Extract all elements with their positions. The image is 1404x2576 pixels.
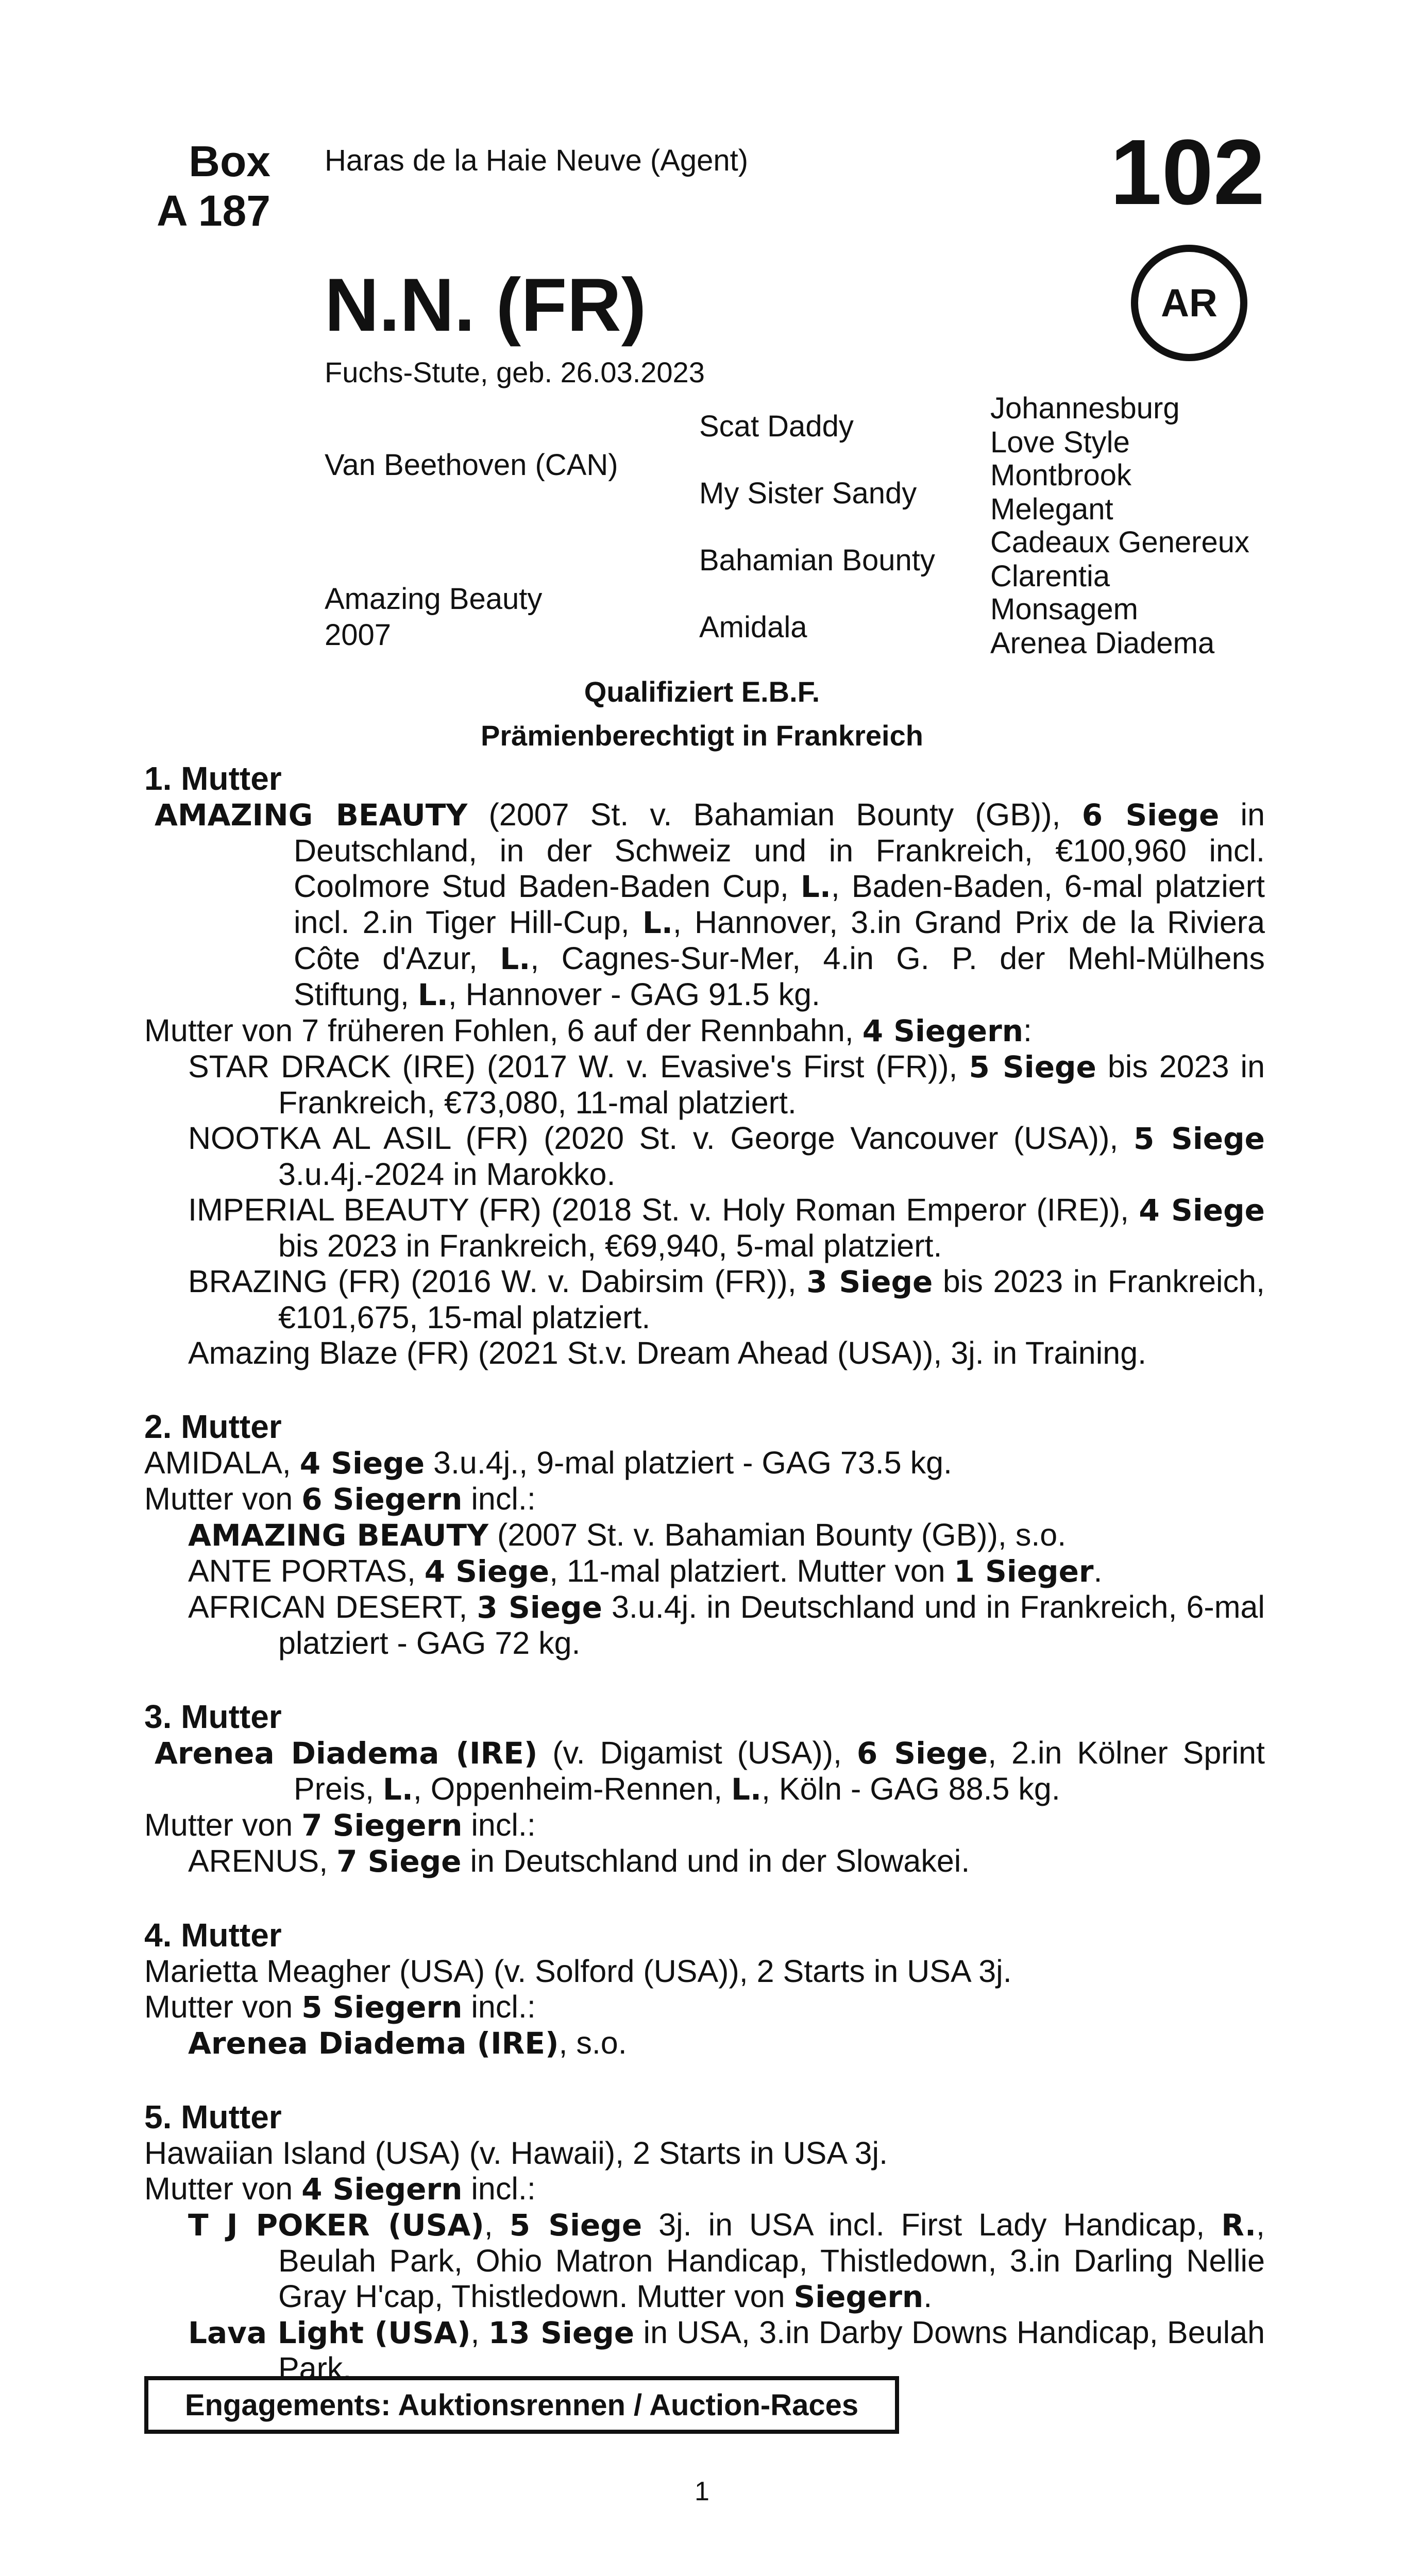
pedigree-gen3: Clarentia xyxy=(990,560,1110,593)
produce-entry: T J POKER (USA), 5 Siege 3j. in USA incl. First Lady Handicap, R., Beulah Park, Ohio Matron Handicap, Thistledown, 3.in Darling Nellie Gray H'cap, Thistledown. Mutter von Siegern. xyxy=(188,2207,1265,2314)
pedigree-gen3: Arenea Diadema xyxy=(990,626,1215,660)
produce-entry: AMAZING BEAUTY (2007 St. v. Bahamian Bounty (GB)), s.o. xyxy=(188,1517,1067,1553)
produce-entry: Arenea Diadema (IRE), s.o. xyxy=(188,2025,627,2061)
pedigree-gen3: Melegant xyxy=(990,493,1113,526)
horse-name: N.N. (FR) xyxy=(325,263,647,347)
section-heading: 5. Mutter xyxy=(144,2098,282,2136)
pedigree-gen3: Montbrook xyxy=(990,459,1132,492)
produce-summary: Mutter von 7 früheren Fohlen, 6 auf der Rennbahn, 4 Siegern: xyxy=(144,1013,1032,1048)
box-line-1: Box xyxy=(189,137,270,185)
dam-entry: AMIDALA, 4 Siege 3.u.4j., 9-mal platziert - GAG 73.5 kg. xyxy=(144,1445,952,1481)
pedigree-gen2: Amidala xyxy=(699,611,807,644)
produce-summary: Mutter von 4 Siegern incl.: xyxy=(144,2171,536,2207)
pedigree-gen3: Monsagem xyxy=(990,592,1138,626)
engagements-text: Engagements: Auktionsrennen / Auction-Races xyxy=(184,2388,859,2422)
produce-entry: IMPERIAL BEAUTY (FR) (2018 St. v. Holy Roman Emperor (IRE)), 4 Siege bis 2023 in Frankreich, €69,940, 5-mal platziert. xyxy=(188,1192,1265,1263)
pedigree-gen3: Johannesburg xyxy=(990,392,1180,425)
pedigree-dam: Amazing Beauty xyxy=(325,582,543,616)
qualification-ebf: Qualifiziert E.B.F. xyxy=(584,675,820,708)
agent-name: Haras de la Haie Neuve (Agent) xyxy=(325,144,749,177)
produce-summary: Mutter von 5 Siegern incl.: xyxy=(144,1989,536,2025)
produce-summary: Mutter von 7 Siegern incl.: xyxy=(144,1807,536,1843)
pedigree-gen2: Bahamian Bounty xyxy=(699,544,935,577)
pedigree-gen3: Cadeaux Genereux xyxy=(990,526,1249,559)
section-heading: 1. Mutter xyxy=(144,760,282,797)
family-text xyxy=(144,760,1265,2386)
lot-number: 102 xyxy=(1110,121,1265,224)
dam-entry: Marietta Meagher (USA) (v. Solford (USA)), 2 Starts in USA 3j. xyxy=(144,1954,1012,1989)
page-number: 1 xyxy=(695,2477,709,2506)
section-heading: 2. Mutter xyxy=(144,1408,282,1445)
section-heading: 3. Mutter xyxy=(144,1698,282,1735)
ar-badge-label: AR xyxy=(1161,281,1217,325)
dam-entry: AMAZING BEAUTY (2007 St. v. Bahamian Bounty (GB)), 6 Siege in Deutschland, in der Schweiz und in Frankreich, €100,960 incl. Coolmore Stud Baden-Baden Cup, L., Baden-Baden, 6-mal platziert incl. 2.in Tiger Hill-Cup, L., Hannover, 3.in Grand Prix de la Riviera Côte d'Azur, L., Cagnes-Sur-Mer, 4.in G. P. der Mehl-Mülhens Stiftung, L., Hannover - GAG 91.5 kg. xyxy=(155,797,1265,1012)
produce-summary: Mutter von 6 Siegern incl.: xyxy=(144,1481,536,1517)
horse-description: Fuchs-Stute, geb. 26.03.2023 xyxy=(325,356,705,388)
produce-entry: AFRICAN DESERT, 3 Siege 3.u.4j. in Deutschland und in Frankreich, 6-mal platziert - GAG 72 kg. xyxy=(188,1589,1265,1660)
pedigree-gen2: My Sister Sandy xyxy=(699,477,917,510)
section-heading: 4. Mutter xyxy=(144,1917,282,1954)
produce-entry: ARENUS, 7 Siege in Deutschland und in der Slowakei. xyxy=(188,1843,970,1879)
box-line-2: A 187 xyxy=(156,187,270,235)
pedigree-gen2: Scat Daddy xyxy=(699,410,854,443)
dam-entry: Arenea Diadema (IRE) (v. Digamist (USA)), 6 Siege, 2.in Kölner Sprint Preis, L., Oppenheim-Rennen, L., Köln - GAG 88.5 kg. xyxy=(155,1735,1265,1807)
produce-entry: BRAZING (FR) (2016 W. v. Dabirsim (FR)), 3 Siege bis 2023 in Frankreich, €101,675, 15-mal platziert. xyxy=(188,1264,1265,1335)
dam-entry: Hawaiian Island (USA) (v. Hawaii), 2 Starts in USA 3j. xyxy=(144,2136,888,2171)
produce-entry: NOOTKA AL ASIL (FR) (2020 St. v. George Vancouver (USA)), 5 Siege 3.u.4j.-2024 in Marokko. xyxy=(188,1121,1265,1192)
engagements-box xyxy=(144,2376,899,2434)
pedigree-dam-year: 2007 xyxy=(325,618,392,652)
produce-entry: ANTE PORTAS, 4 Siege, 11-mal platziert. Mutter von 1 Sieger. xyxy=(188,1553,1103,1589)
produce-entry: Lava Light (USA), 13 Siege in USA, 3.in Darby Downs Handicap, Beulah Park. xyxy=(188,2315,1265,2386)
produce-entry: STAR DRACK (IRE) (2017 W. v. Evasive's First (FR)), 5 Siege bis 2023 in Frankreich, €73,080, 11-mal platziert. xyxy=(188,1049,1265,1120)
ar-badge-icon xyxy=(1131,245,1247,361)
pedigree-gen3: Love Style xyxy=(990,426,1130,459)
pedigree-sire: Van Beethoven (CAN) xyxy=(325,448,618,482)
produce-entry: Amazing Blaze (FR) (2021 St.v. Dream Ahead (USA)), 3j. in Training. xyxy=(188,1335,1147,1370)
qualification-praemien: Prämienberechtigt in Frankreich xyxy=(481,719,923,752)
box-label xyxy=(139,137,270,235)
